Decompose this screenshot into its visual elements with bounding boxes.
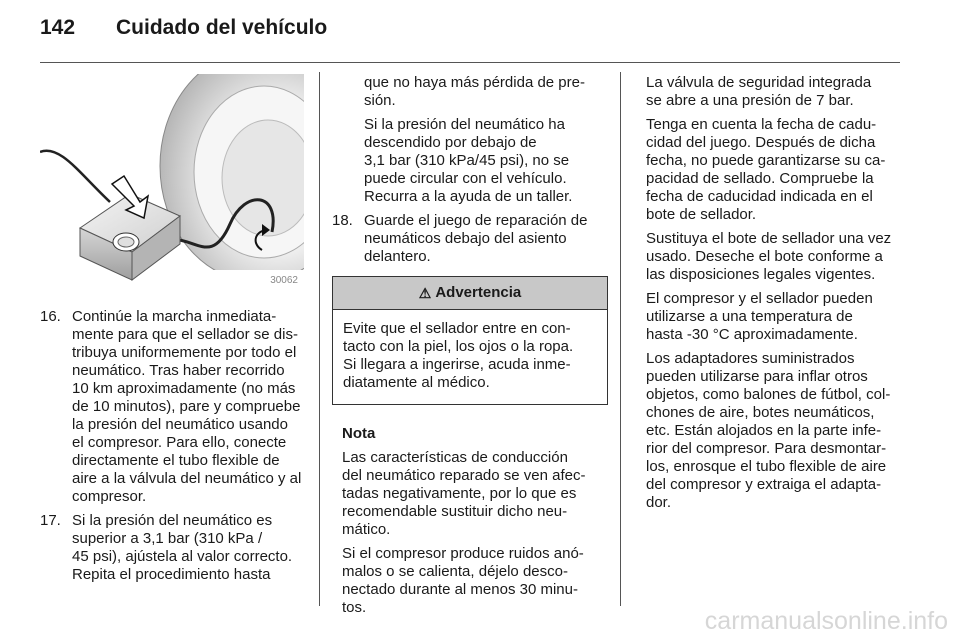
text-line: Recurra a la ayuda de un taller. [364, 188, 573, 205]
text-line: del neumático reparado se ven afec- [342, 467, 586, 484]
text-line: Si llegara a ingerirse, acuda inme- [343, 356, 571, 373]
text-line: de 10 minutos), pare y compruebe [72, 398, 301, 415]
item-17-continuation [332, 74, 608, 206]
text-line: bote de sellador. [646, 206, 757, 223]
text-line: Si el compresor produce ruidos anó- [342, 545, 584, 562]
figure-number: 30062 [270, 275, 298, 286]
text-line: descendido por debajo de [364, 134, 537, 151]
text-line: sión. [364, 92, 396, 109]
text-line: tadas negativamente, por lo que es [342, 485, 577, 502]
text-line: 10 km aproximadamente (no más [72, 380, 296, 397]
note-section [332, 425, 608, 617]
column-divider-2 [620, 72, 621, 606]
text-line: tacto con la piel, los ojos o la ropa. [343, 338, 574, 355]
text-line: Evite que el sellador entre en con- [343, 320, 571, 337]
text-line: 3,1 bar (310 kPa/45 psi), no se [364, 152, 570, 169]
text-line: El compresor y el sellador pueden [646, 290, 873, 307]
text-line: tos. [342, 599, 367, 616]
text-line: neumático. Tras haber recorrido [72, 362, 285, 379]
text-line: chones de aire, botes neumáticos, [646, 404, 875, 421]
page-title: Cuidado del vehículo [116, 16, 328, 39]
text-line: el compresor. Para ello, conecte [72, 434, 287, 451]
text-line: puede circular con el vehículo. [364, 170, 567, 187]
page-number: 142 [40, 16, 76, 39]
text-line: superior a 3,1 bar (310 kPa / [72, 530, 263, 547]
list-item-16 [40, 308, 308, 506]
text-line: los, enrosque el tubo flexible de aire [646, 458, 887, 475]
text-line: tribuya uniformemente por todo el [72, 344, 297, 361]
compressor-illustration [40, 74, 304, 290]
text-line: del compresor y extraiga el adapta- [646, 476, 882, 493]
text-line: 45 psi), ajústela al valor correcto. [72, 548, 293, 565]
text-line: malos o se calienta, déjelo desco- [342, 563, 568, 580]
column-divider-1 [319, 72, 320, 606]
text-line: mente para que el sellador se dis- [72, 326, 298, 343]
text-line: utilizarse a una temperatura de [646, 308, 853, 325]
item-number: 16. [40, 308, 61, 325]
text-line: Si la presión del neumático ha [364, 116, 565, 133]
text-line: aire a la válvula del neumático y al [72, 470, 302, 487]
text-line: neumáticos debajo del asiento [364, 230, 567, 247]
warning-triangle-icon: ⚠ [418, 285, 432, 301]
text-line: usado. Deseche el bote conforme a [646, 248, 883, 265]
item-number: 17. [40, 512, 61, 529]
column-1 [40, 308, 308, 590]
text-line: diatamente al médico. [343, 374, 490, 391]
compressor-drawing [40, 74, 304, 290]
text-line: nectado durante al menos 30 minu- [342, 581, 578, 598]
text-line: pacidad de sellado. Compruebe la [646, 170, 874, 187]
text-line: Si la presión del neumático es [72, 512, 273, 529]
column-3 [646, 74, 906, 518]
text-line: que no haya más pérdida de pre- [364, 74, 585, 91]
text-line: Guarde el juego de reparación de [364, 212, 588, 229]
text-line: Repita el procedimiento hasta [72, 566, 271, 583]
column-2 [332, 74, 608, 623]
header-rule [40, 62, 900, 63]
warning-box [332, 276, 608, 405]
text-line: mático. [342, 521, 391, 538]
warning-title: Advertencia [435, 284, 522, 301]
text-line: Los adaptadores suministrados [646, 350, 855, 367]
text-line: Continúe la marcha inmediata- [72, 308, 277, 325]
text-line: cidad del juego. Después de dicha [646, 134, 876, 151]
text-line: directamente el tubo flexible de [72, 452, 280, 469]
text-line: pueden utilizarse para inflar otros [646, 368, 868, 385]
text-line: se abre a una presión de 7 bar. [646, 92, 854, 109]
text-line: etc. Están alojados en la parte infe- [646, 422, 882, 439]
text-line: objetos, como balones de fútbol, col- [646, 386, 891, 403]
text-line: Las características de conducción [342, 449, 568, 466]
list-item-18 [332, 212, 608, 266]
text-line: Tenga en cuenta la fecha de cadu- [646, 116, 877, 133]
text-line: las disposiciones legales vigentes. [646, 266, 876, 283]
text-line: compresor. [72, 488, 147, 505]
text-line: fecha, no puede garantizarse su ca- [646, 152, 886, 169]
text-line: la presión del neumático usando [72, 416, 288, 433]
text-line: dor. [646, 494, 672, 511]
text-line: Sustituya el bote de sellador una vez [646, 230, 892, 247]
item-number: 18. [332, 212, 353, 229]
list-item-17 [40, 512, 308, 584]
text-line: rior del compresor. Para desmontar- [646, 440, 887, 457]
text-line: hasta -30 °C aproximadamente. [646, 326, 858, 343]
text-line: La válvula de seguridad integrada [646, 74, 872, 91]
warning-body [333, 310, 607, 404]
text-line: fecha de caducidad indicada en el [646, 188, 873, 205]
warning-header [333, 277, 607, 310]
text-line: recomendable sustituir dicho neu- [342, 503, 568, 520]
note-title: Nota [342, 425, 376, 442]
text-line: delantero. [364, 248, 431, 265]
watermark: carmanualsonline.info [704, 607, 948, 635]
